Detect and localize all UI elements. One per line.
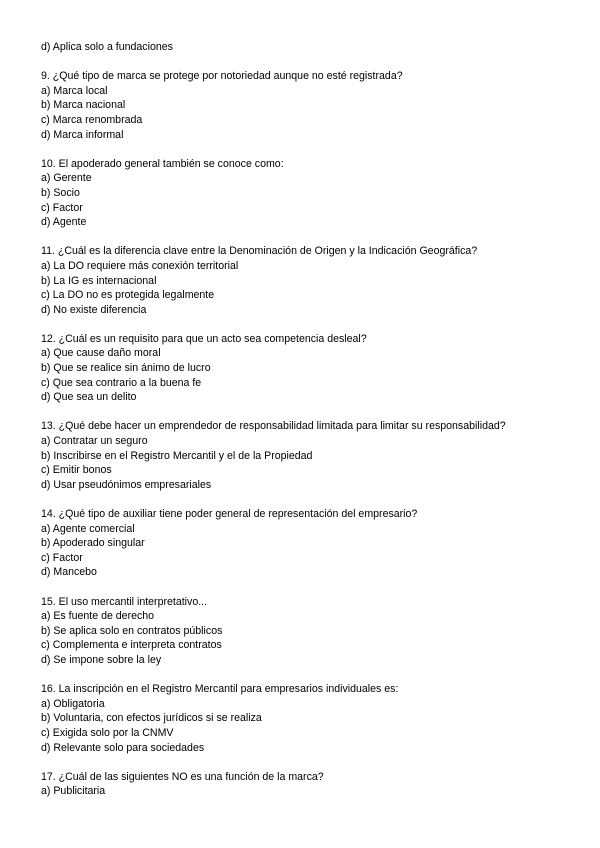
option-c: c) Que sea contrario a la buena fe [41,376,202,389]
option-c: c) Complementa e interpreta contratos [41,639,222,652]
option-d: d) Mancebo [41,566,97,579]
leading-option: d) Aplica solo a fundaciones [41,41,173,53]
question-text: 11. ¿Cuál es la diferencia clave entre la Denominación de Origen y la Indicación Geográfica? [41,245,478,258]
option-d: d) Usar pseudónimos empresariales [41,478,212,491]
option-b: b) Socio [41,186,80,199]
option-b: b) Inscribirse en el Registro Mercantil y el de la Propiedad [41,449,313,462]
question-12 [41,332,581,405]
question-10 [41,157,581,230]
option-c: c) Factor [41,201,83,214]
option-a: a) Publicitaria [41,785,106,798]
option-b: b) Que se realice sin ánimo de lucro [41,362,211,375]
question-text: 14. ¿Qué tipo de auxiliar tiene poder general de representación del empresario? [41,508,418,520]
option-d: d) Se impone sobre la ley [41,653,162,666]
question-text: 16. La inscripción en el Registro Mercantil para empresarios individuales es: [41,683,399,696]
question-9 [41,69,581,142]
question-text: 15. El uso mercantil interpretativo... [41,595,208,608]
question-15 [41,595,581,668]
question-text: 17. ¿Cuál de las siguientes NO es una función de la marca? [41,770,324,783]
option-a: a) Gerente [41,172,92,185]
option-b: b) Apoderado singular [41,537,145,550]
option-a: a) Que cause daño moral [41,347,161,360]
option-c: c) Emitir bonos [41,464,112,477]
option-d: d) Marca informal [41,128,124,141]
question-17 [41,770,581,799]
question-text: 9. ¿Qué tipo de marca se protege por notoriedad aunque no esté registrada? [41,70,403,83]
question-14 [41,507,581,580]
option-a: a) Marca local [41,84,108,97]
option-a: a) La DO requiere más conexión territorial [41,259,239,272]
option-d: d) No existe diferencia [41,303,147,316]
question-text: 13. ¿Qué debe hacer un emprendedor de responsabilidad limitada para limitar su responsabilidad? [41,420,506,433]
question-16 [41,682,581,755]
option-c: c) Factor [41,551,83,564]
option-c: c) Marca renombrada [41,113,143,126]
question-text: 12. ¿Cuál es un requisito para que un acto sea competencia desleal? [41,332,367,345]
option-a: a) Agente comercial [41,522,135,535]
question-13 [41,419,581,492]
option-d: d) Agente [41,216,87,229]
option-a: a) Es fuente de derecho [41,610,155,623]
option-a: a) Contratar un seguro [41,435,148,448]
option-d: d) Relevante solo para sociedades [41,741,205,754]
option-c: c) La DO no es protegida legalmente [41,289,215,302]
option-d: d) Que sea un delito [41,391,137,404]
option-a: a) Obligatoria [41,697,105,710]
option-b: b) Marca nacional [41,99,126,112]
option-c: c) Exigida solo por la CNMV [41,726,174,739]
option-b: b) Voluntaria, con efectos jurídicos si se realiza [41,712,262,725]
document-page [41,40,581,799]
question-text: 10. El apoderado general también se conoce como: [41,157,284,170]
question-11 [41,244,581,317]
option-b: b) Se aplica solo en contratos públicos [41,624,223,637]
option-b: b) La IG es internacional [41,274,157,287]
